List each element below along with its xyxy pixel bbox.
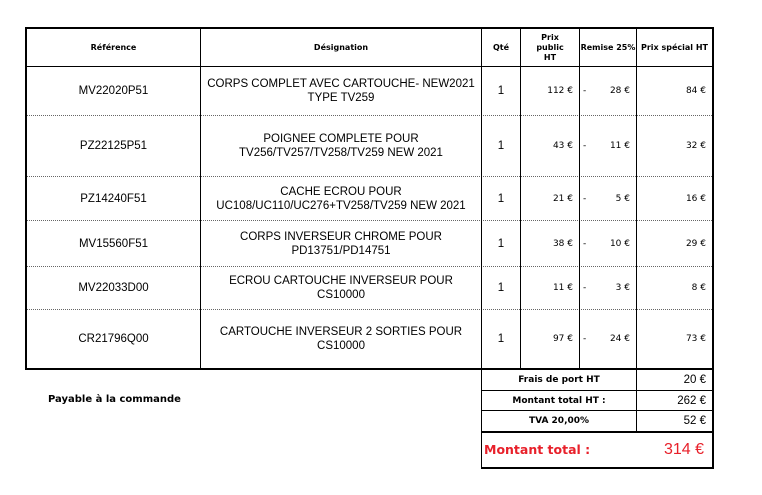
row-qty: 1 [497, 140, 505, 152]
row-prix-public: 43 € [552, 141, 573, 151]
total-ht-value: 262 € [677, 394, 706, 407]
row-reference: MV15560F51 [78, 237, 149, 250]
row-prix-public: 11 € [552, 283, 573, 293]
row-qty: 1 [497, 237, 505, 250]
row-qty: 1 [497, 282, 505, 294]
tva-label: TVA 20,00% [528, 416, 590, 426]
row-designation: POIGNEE COMPLETE POUR TV256/TV257/TV258/TV259 NEW 2021 [239, 133, 443, 159]
row-remise: 28 € [609, 86, 630, 96]
payment-note: Payable à la commande [48, 394, 181, 405]
frais-label: Frais de port HT [518, 375, 600, 385]
row-designation: ECROU CARTOUCHE INVERSEUR POUR CS10000 [229, 275, 453, 301]
row-remise-dash: - [583, 334, 587, 344]
header-qty: Qté [492, 42, 510, 52]
row-reference: PZ22125P51 [79, 140, 148, 152]
frais-value: 20 € [683, 374, 706, 386]
row-prix-special: 32 € [685, 141, 706, 151]
header-prix-special: Prix spécial HT [641, 42, 708, 52]
row-prix-public: 38 € [552, 238, 573, 249]
row-remise-dash: - [583, 193, 587, 204]
row-remise: 11 € [609, 141, 630, 151]
row-remise-dash: - [583, 283, 587, 293]
total-ht-label: Montant total HT : [512, 395, 606, 406]
row-prix-special: 29 € [685, 238, 706, 249]
row-reference: MV22020P51 [78, 85, 149, 97]
row-designation: CORPS INVERSEUR CHROME POUR PD13751/PD14751 [240, 230, 442, 257]
row-qty: 1 [497, 333, 505, 345]
row-prix-public: 112 € [547, 86, 573, 96]
row-remise: 5 € [615, 193, 630, 204]
row-remise: 10 € [609, 238, 630, 249]
header-designation: Désignation [313, 42, 369, 52]
row-designation: CARTOUCHE INVERSEUR 2 SORTIES POUR CS10000 [219, 326, 463, 352]
row-remise: 24 € [609, 334, 630, 344]
row-qty: 1 [497, 85, 505, 97]
total-label: Montant total : [484, 442, 591, 457]
header-reference: Référence [90, 42, 137, 52]
tva-value: 52 € [683, 415, 706, 427]
total-value: 314 € [663, 441, 704, 458]
row-prix-public: 21 € [552, 193, 573, 204]
row-prix-special: 16 € [685, 193, 706, 204]
row-remise: 3 € [615, 283, 630, 293]
header-prix-public: Prix public HT [536, 32, 564, 62]
row-prix-special: 73 € [685, 334, 706, 344]
row-prix-special: 84 € [685, 86, 706, 96]
row-qty: 1 [497, 192, 505, 205]
row-reference: MV22033D00 [78, 282, 149, 294]
row-designation: CACHE ECROU POUR UC108/UC110/UC276+TV258/TV259 NEW 2021 [216, 185, 466, 212]
row-remise-dash: - [583, 86, 587, 96]
header-remise: Remise 25% [580, 42, 636, 52]
row-designation: CORPS COMPLET AVEC CARTOUCHE- NEW2021 TYPE TV259 [207, 78, 475, 104]
row-reference: CR21796Q00 [78, 333, 149, 345]
row-remise-dash: - [583, 141, 587, 151]
row-reference: PZ14240F51 [80, 192, 147, 205]
row-remise-dash: - [583, 238, 587, 249]
row-prix-special: 8 € [691, 283, 706, 293]
row-prix-public: 97 € [552, 334, 573, 344]
